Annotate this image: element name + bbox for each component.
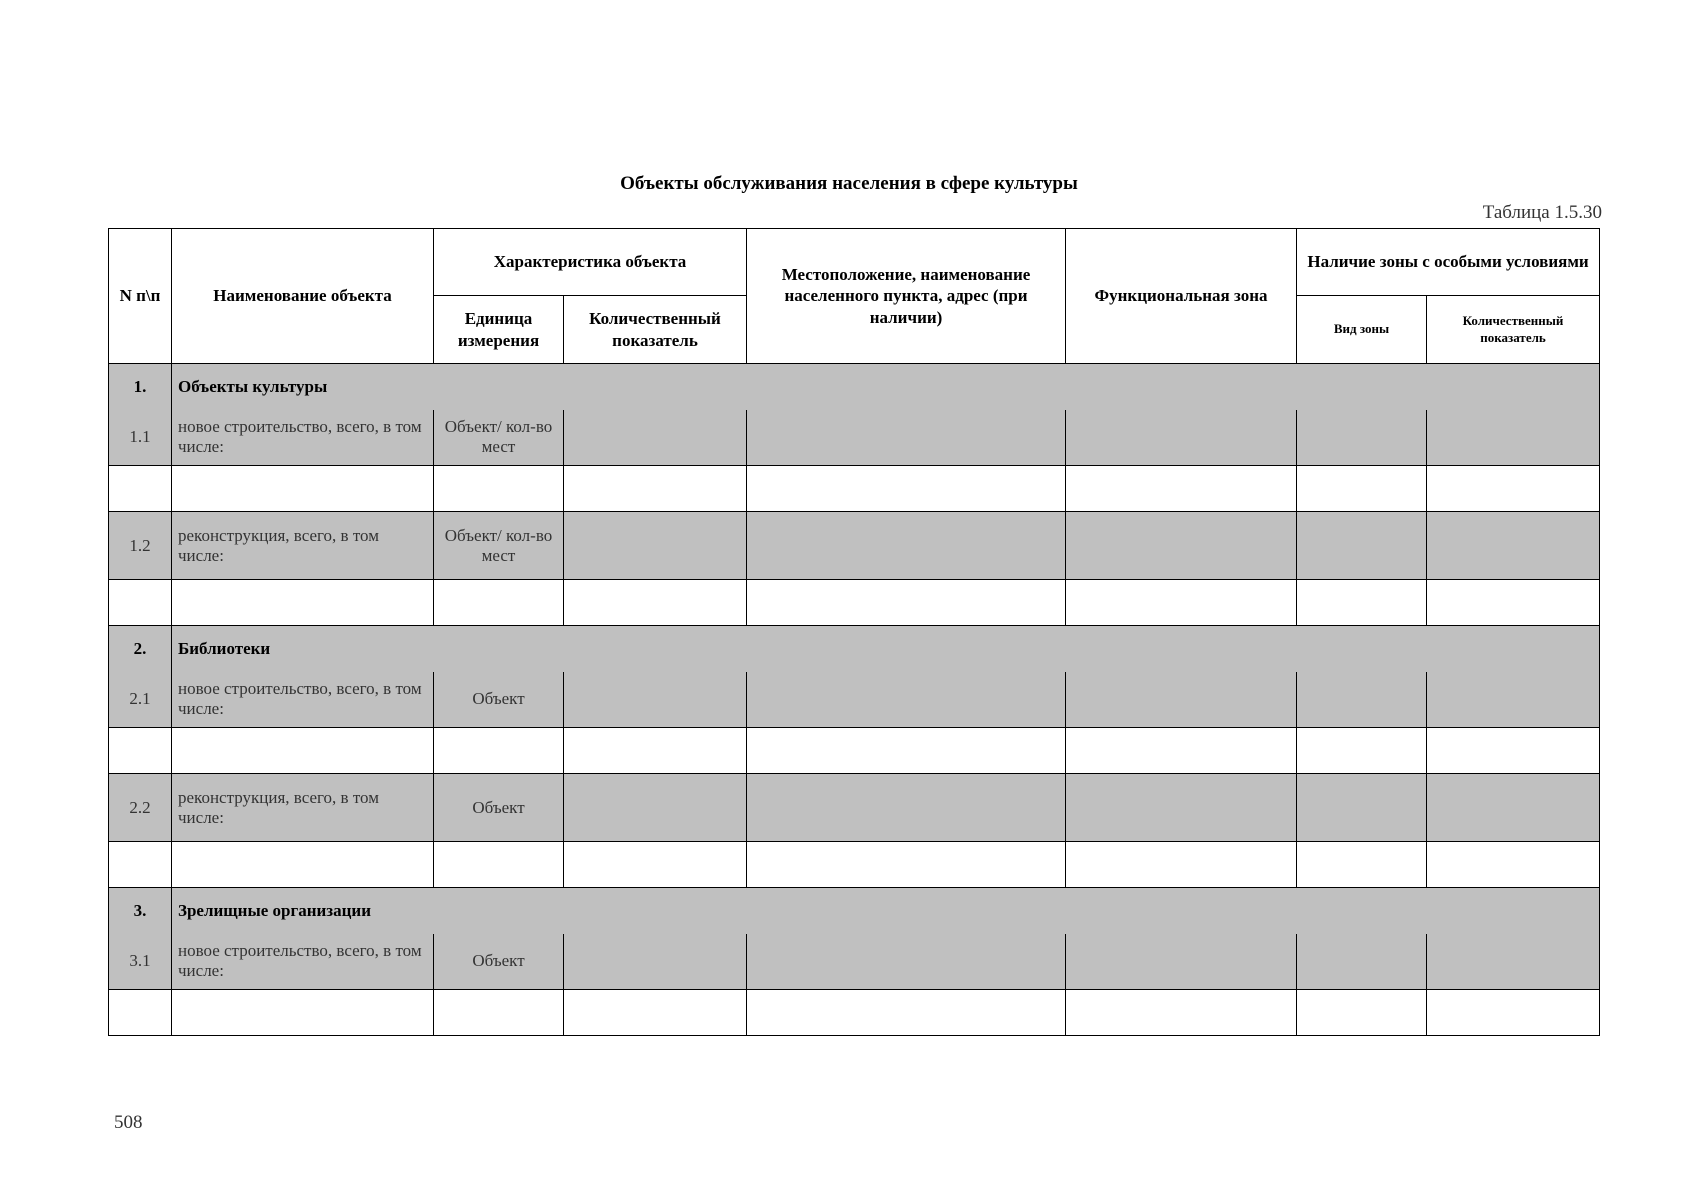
- section-filler: [434, 626, 1600, 672]
- row-number: 2.2: [109, 774, 172, 842]
- row-quantity[interactable]: [564, 774, 747, 842]
- row-quantity[interactable]: [564, 672, 747, 728]
- row-zone-type[interactable]: [1297, 410, 1427, 466]
- blank-cell[interactable]: [564, 842, 747, 888]
- row-zone-quantity[interactable]: [1427, 410, 1600, 466]
- blank-row: [109, 580, 1600, 626]
- row-object-name: новое строительство, всего, в том числе:: [172, 672, 434, 728]
- section-number: 3.: [109, 888, 172, 934]
- blank-cell[interactable]: [172, 842, 434, 888]
- blank-cell[interactable]: [564, 990, 747, 1036]
- blank-row: [109, 990, 1600, 1036]
- section-filler: [434, 888, 1600, 934]
- culture-objects-table: [108, 228, 1600, 1036]
- blank-cell[interactable]: [434, 466, 564, 512]
- row-zone-quantity[interactable]: [1427, 512, 1600, 580]
- blank-cell[interactable]: [1297, 580, 1427, 626]
- header-zone-type: Вид зоны: [1297, 296, 1427, 364]
- row-location[interactable]: [747, 934, 1066, 990]
- blank-cell[interactable]: [1066, 580, 1297, 626]
- blank-cell[interactable]: [109, 990, 172, 1036]
- blank-cell[interactable]: [1297, 990, 1427, 1036]
- blank-row: [109, 842, 1600, 888]
- row-functional-zone[interactable]: [1066, 934, 1297, 990]
- row-functional-zone[interactable]: [1066, 410, 1297, 466]
- header-special-zone: Наличие зоны с особыми условиями: [1297, 229, 1600, 296]
- row-number: 1.1: [109, 410, 172, 466]
- blank-cell[interactable]: [564, 728, 747, 774]
- blank-cell[interactable]: [172, 728, 434, 774]
- blank-cell[interactable]: [747, 728, 1066, 774]
- section-filler: [434, 364, 1600, 410]
- blank-cell[interactable]: [1297, 728, 1427, 774]
- row-location[interactable]: [747, 410, 1066, 466]
- section-title: Объекты культуры: [172, 364, 434, 410]
- row-location[interactable]: [747, 672, 1066, 728]
- blank-cell[interactable]: [1427, 580, 1600, 626]
- row-object-name: новое строительство, всего, в том числе:: [172, 934, 434, 990]
- row-zone-quantity[interactable]: [1427, 774, 1600, 842]
- table-row: [109, 672, 1600, 728]
- table-number: Таблица 1.5.30: [1482, 202, 1602, 223]
- row-object-name: новое строительство, всего, в том числе:: [172, 410, 434, 466]
- table-row: [109, 774, 1600, 842]
- table-row: [109, 410, 1600, 466]
- section-row: [109, 888, 1600, 934]
- row-functional-zone[interactable]: [1066, 512, 1297, 580]
- row-location[interactable]: [747, 774, 1066, 842]
- blank-cell[interactable]: [747, 842, 1066, 888]
- blank-cell[interactable]: [1297, 842, 1427, 888]
- section-number: 2.: [109, 626, 172, 672]
- row-functional-zone[interactable]: [1066, 774, 1297, 842]
- row-zone-type[interactable]: [1297, 512, 1427, 580]
- row-unit: Объект: [434, 774, 564, 842]
- row-functional-zone[interactable]: [1066, 672, 1297, 728]
- blank-cell[interactable]: [109, 728, 172, 774]
- blank-cell[interactable]: [747, 466, 1066, 512]
- blank-row: [109, 728, 1600, 774]
- blank-cell[interactable]: [1066, 466, 1297, 512]
- section-title: Зрелищные организации: [172, 888, 434, 934]
- row-number: 1.2: [109, 512, 172, 580]
- row-object-name: реконструкция, всего, в том числе:: [172, 512, 434, 580]
- blank-cell[interactable]: [109, 842, 172, 888]
- header-num: N п\п: [109, 229, 172, 364]
- blank-cell[interactable]: [564, 466, 747, 512]
- blank-cell[interactable]: [434, 728, 564, 774]
- row-zone-type[interactable]: [1297, 934, 1427, 990]
- row-number: 2.1: [109, 672, 172, 728]
- blank-cell[interactable]: [747, 990, 1066, 1036]
- blank-cell[interactable]: [1066, 990, 1297, 1036]
- blank-cell[interactable]: [109, 580, 172, 626]
- blank-cell[interactable]: [109, 466, 172, 512]
- header-location: Местоположение, наименование населенного пункта, адрес (при наличии): [747, 229, 1066, 364]
- blank-cell[interactable]: [172, 990, 434, 1036]
- header-quantity: Количественный показатель: [564, 296, 747, 364]
- row-quantity[interactable]: [564, 512, 747, 580]
- row-zone-quantity[interactable]: [1427, 672, 1600, 728]
- row-zone-quantity[interactable]: [1427, 934, 1600, 990]
- header-unit: Единица измерения: [434, 296, 564, 364]
- blank-cell[interactable]: [1427, 842, 1600, 888]
- row-unit: Объект/ кол-во мест: [434, 410, 564, 466]
- section-row: [109, 626, 1600, 672]
- header-functional-zone: Функциональная зона: [1066, 229, 1297, 364]
- page-number: 508: [114, 1112, 143, 1133]
- blank-cell[interactable]: [1427, 990, 1600, 1036]
- table-row: [109, 934, 1600, 990]
- header-object-name: Наименование объекта: [172, 229, 434, 364]
- blank-cell[interactable]: [1066, 842, 1297, 888]
- blank-cell[interactable]: [172, 466, 434, 512]
- row-number: 3.1: [109, 934, 172, 990]
- blank-row: [109, 466, 1600, 512]
- blank-cell[interactable]: [1427, 466, 1600, 512]
- row-zone-type[interactable]: [1297, 774, 1427, 842]
- document-title: Объекты обслуживания населения в сфере культуры: [620, 173, 1078, 194]
- section-number: 1.: [109, 364, 172, 410]
- blank-cell[interactable]: [434, 842, 564, 888]
- header-zone-quantity: Количественный показатель: [1427, 296, 1600, 364]
- section-row: [109, 364, 1600, 410]
- blank-cell[interactable]: [747, 580, 1066, 626]
- table-row: [109, 512, 1600, 580]
- blank-cell[interactable]: [1066, 728, 1297, 774]
- row-quantity[interactable]: [564, 934, 747, 990]
- blank-cell[interactable]: [434, 580, 564, 626]
- header-characteristics: Характеристика объекта: [434, 229, 747, 296]
- row-unit: Объект: [434, 672, 564, 728]
- row-location[interactable]: [747, 512, 1066, 580]
- row-zone-type[interactable]: [1297, 672, 1427, 728]
- blank-cell[interactable]: [564, 580, 747, 626]
- blank-cell[interactable]: [1427, 728, 1600, 774]
- row-quantity[interactable]: [564, 410, 747, 466]
- blank-cell[interactable]: [1297, 466, 1427, 512]
- blank-cell[interactable]: [172, 580, 434, 626]
- blank-cell[interactable]: [434, 990, 564, 1036]
- row-unit: Объект/ кол-во мест: [434, 512, 564, 580]
- section-title: Библиотеки: [172, 626, 434, 672]
- row-unit: Объект: [434, 934, 564, 990]
- row-object-name: реконструкция, всего, в том числе:: [172, 774, 434, 842]
